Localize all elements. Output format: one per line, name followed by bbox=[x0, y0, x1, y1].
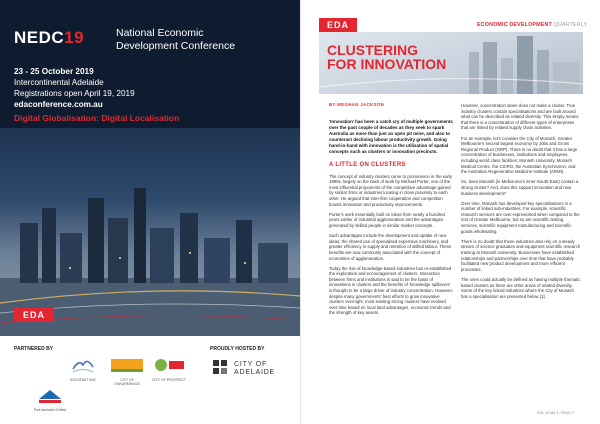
partner-caption-holdfast: HOLDFAST BAY bbox=[69, 378, 97, 382]
paragraph: There is no doubt that these industries also rely on a steady stream of science graduates and equipment scientific research training at Monash University. Businesses have established relationships and partnerships over time that have probably facilitated new product development and more efficient processes. bbox=[461, 238, 581, 272]
paragraph: Over time, Monash has developed key specialisations in a number of linked sub-industries. For example, scientific research services are over-represented when compared to the rest of Greater Melbourne, but so are scientific testing services, scientific equipment manufacturing and scientific goods wholesaling. bbox=[461, 200, 580, 234]
prospect-logo bbox=[152, 354, 186, 376]
partners-strip bbox=[0, 336, 300, 424]
port-adelaide-logo bbox=[36, 386, 64, 406]
nedc-logo: NEDC19 bbox=[14, 28, 85, 47]
conference-title: National Economic Development Conference bbox=[116, 27, 236, 52]
article-page bbox=[300, 0, 600, 424]
paragraph: The ones could actually be defined as having multiple thematic based clusters as there are other areas of related diversity. Some of the key linked industries where the City of Monash has a specialisation are presented below [1]. bbox=[461, 277, 581, 299]
onkaparinga-icon bbox=[111, 355, 143, 375]
paragraph: The concept of industry clusters came to prominence in the early 1990s, largely on the back of work by Michael Porter, one of the most influential proponents of the competitive advantage gained by similar firms or industries locating in close proximity to each other. He argued that inter-firm cooperation and competition boosts innovation and productivity improvements. bbox=[329, 173, 452, 207]
port-adelaide-icon bbox=[37, 387, 63, 405]
partnered-by-label: PARTNERED BY bbox=[14, 346, 54, 352]
article-column-left bbox=[329, 119, 454, 321]
article-lead: 'Innovation' has been a catch cry of multiple governments over the past couple of decades as they seek to spark Australia as more than just an open pit mine, and also to counteract declining labour productivity growth. Going hand-in-hand with innovation is the utilisation of spatial concepts such as clusters or innovation precincts. bbox=[329, 119, 453, 154]
article-column-right bbox=[461, 103, 581, 304]
city-of-adelaide-icon bbox=[212, 358, 230, 380]
conference-date: 23 - 25 October 2019 bbox=[14, 67, 94, 76]
partner-caption-prospect: CITY OF PROSPECT bbox=[152, 378, 186, 382]
page-folio: VOL 12 NO 1 / 2019 / 7 bbox=[537, 411, 575, 415]
paragraph: So, does Monash (in Melbourne's inner-South-East) contain a strong cluster? And, does this support innovation and new business development? bbox=[461, 179, 579, 196]
onkaparinga-logo bbox=[110, 354, 144, 376]
partner-caption-port-adelaide: Port Adelaide Enfield bbox=[33, 408, 67, 412]
holdfast-bay-logo bbox=[70, 354, 96, 376]
proudly-hosted-by-label: PROUDLY HOSTED BY bbox=[210, 346, 265, 352]
paragraph: Today the rise of knowledge-based industries has re-established the exploration and encouragement of clusters. Interaction between firms and institutions is said to be the basis of innovations in clusters and the benefits of 'knowledge spillovers' is thought to be a large driver of industry concentration. However, despite many governments' best efforts to grow innovative clusters overnight, most existing strong clusters have evolved over time based on local land advantages, economic trends and the strength of key assets. bbox=[329, 265, 453, 316]
ad-header-panel bbox=[0, 0, 300, 128]
publication-rubric: ECONOMIC DEVELOPMENT QUARTERLY bbox=[477, 22, 588, 28]
paragraph: However, concentration alone does not make a cluster. True industry clusters contain specialisations and are built around what can be described as related diversity. This simply means that there is a concentration of different types of enterprises that are linked by related supply chain activities. bbox=[461, 103, 579, 131]
holdfast-bay-icon bbox=[71, 355, 95, 375]
conference-website[interactable]: edaconference.com.au bbox=[14, 100, 103, 109]
article-byline: BY MEGHAN JACKSON bbox=[329, 102, 385, 107]
conference-details bbox=[14, 66, 135, 110]
partner-caption-onkaparinga: CITY OF ONKAPARINGA bbox=[114, 378, 140, 386]
registrations-open: Registrations open April 19, 2019 bbox=[14, 89, 135, 98]
city-of-adelaide-logo: CITY OF ADELAIDE bbox=[212, 356, 292, 382]
article-hero-image bbox=[319, 32, 583, 94]
paragraph: Such advantages include the development and uptake of new ideas, the shared use of specialised expensive machinery, and greater efficiency in supply and retention of skilled labour. These benefits are now commonly associated with the concept of economies of agglomeration. bbox=[329, 233, 452, 261]
paragraph: For an example, let's consider the City of Monash, Greater Melbourne's second largest economy by Jobs and Gross Regional Product (GRP). There is no doubt that it has a large concentration of businesses, institutions and employees, including world class facilities; Monash University, Monash Medical Centre, the CSIRO, the Australian Synchrotron, and the Australian Regenerative Medicine Institute (ARMI). bbox=[461, 135, 578, 175]
conference-theme: Digital Globalisation: Digital Localisation bbox=[14, 113, 180, 123]
eda-logo-article: EDA bbox=[319, 18, 357, 32]
eda-logo: EDA bbox=[14, 308, 54, 322]
city-night-photo bbox=[0, 128, 300, 336]
prospect-icon bbox=[153, 355, 185, 375]
article-title: CLUSTERING FOR INNOVATION bbox=[327, 42, 447, 72]
city-skyline-illustration bbox=[0, 128, 300, 336]
section-heading: A LITTLE ON CLUSTERS bbox=[329, 162, 406, 168]
paragraph: Porter's work essentially built on ideas from nearly a hundred years earlier of industrial agglomeration and the advantages generated by skilled people in similar market concepts. bbox=[329, 211, 445, 228]
conference-venue: Intercontinental Adelaide bbox=[14, 78, 104, 87]
